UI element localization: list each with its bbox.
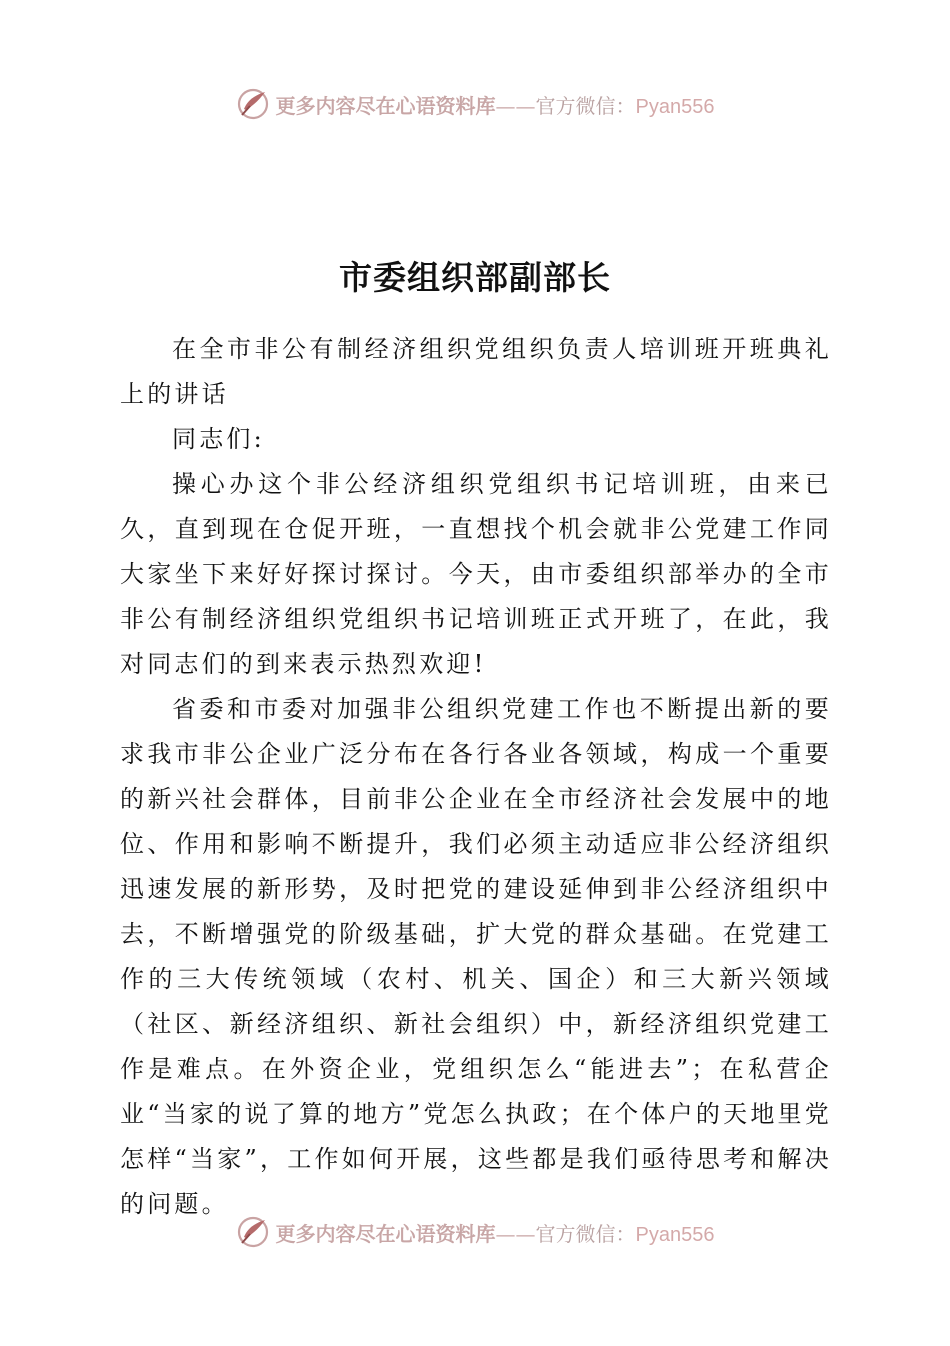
body-paragraph: 省委和市委对加强非公组织党建工作也不断提出新的要求我市非公企业广泛分布在各行各业各领域，构成一个重要的新兴社会群体，目前非公企业在全市经济社会发展中的地位、作用和影响不断提升，我们必须主动适应非公经济组织迅速发展的新形势，及时把党的建设延伸到非公经济组织中去，不断增强党的阶级基础，扩大党的群众基础。在党建工作的三大传统领域（农村、机关、国企）和三大新兴领域（社区、新经济组织、新社会组织）中，新经济组织党建工作是难点。在外资企业，党组织怎么“能进去”；在私营企业“当家的说了算的地方”党怎么执政；在个体户的天地里党怎样“当家”，工作如何开展，这些都是我们亟待思考和解决的问题。 [120,695,832,1218]
watermark-wechat-id: Pyan556 [635,1223,715,1246]
watermark-wechat-label: 官方微信： [535,1221,636,1246]
watermark-brand: 更多内容尽在心语资料库 [275,1221,496,1246]
document-title: 市委组织部副部长 [339,258,611,297]
watermark-text [276,1218,715,1247]
watermark-wechat-label: 官方微信： [535,93,636,118]
document-body [120,327,832,1227]
salutation: 同志们: [172,425,265,453]
body-paragraph: 操心办这个非公经济组织党组织书记培训班，由来已久，直到现在仓促开班，一直想找个机会就非公党建工作同大家坐下来好好探讨探讨。今天，由市委组织部举办的全市非公有制经济组织党组织书记培训班正式开班了，在此，我对同志们的到来表示热烈欢迎! [120,470,832,678]
quill-circle-icon [236,1215,270,1249]
watermark-brand: 更多内容尽在心语资料库 [275,93,496,118]
watermark-separator: —— [495,93,536,118]
speech-subtitle: 在全市非公有制经济组织党组织负责人培训班开班典礼上的讲话 [120,335,832,408]
header-watermark [0,84,950,124]
quill-circle-icon [236,87,270,121]
watermark-wechat-id: Pyan556 [635,95,715,118]
watermark-separator: —— [495,1221,536,1246]
footer-watermark [0,1212,950,1252]
watermark-text [276,90,715,119]
